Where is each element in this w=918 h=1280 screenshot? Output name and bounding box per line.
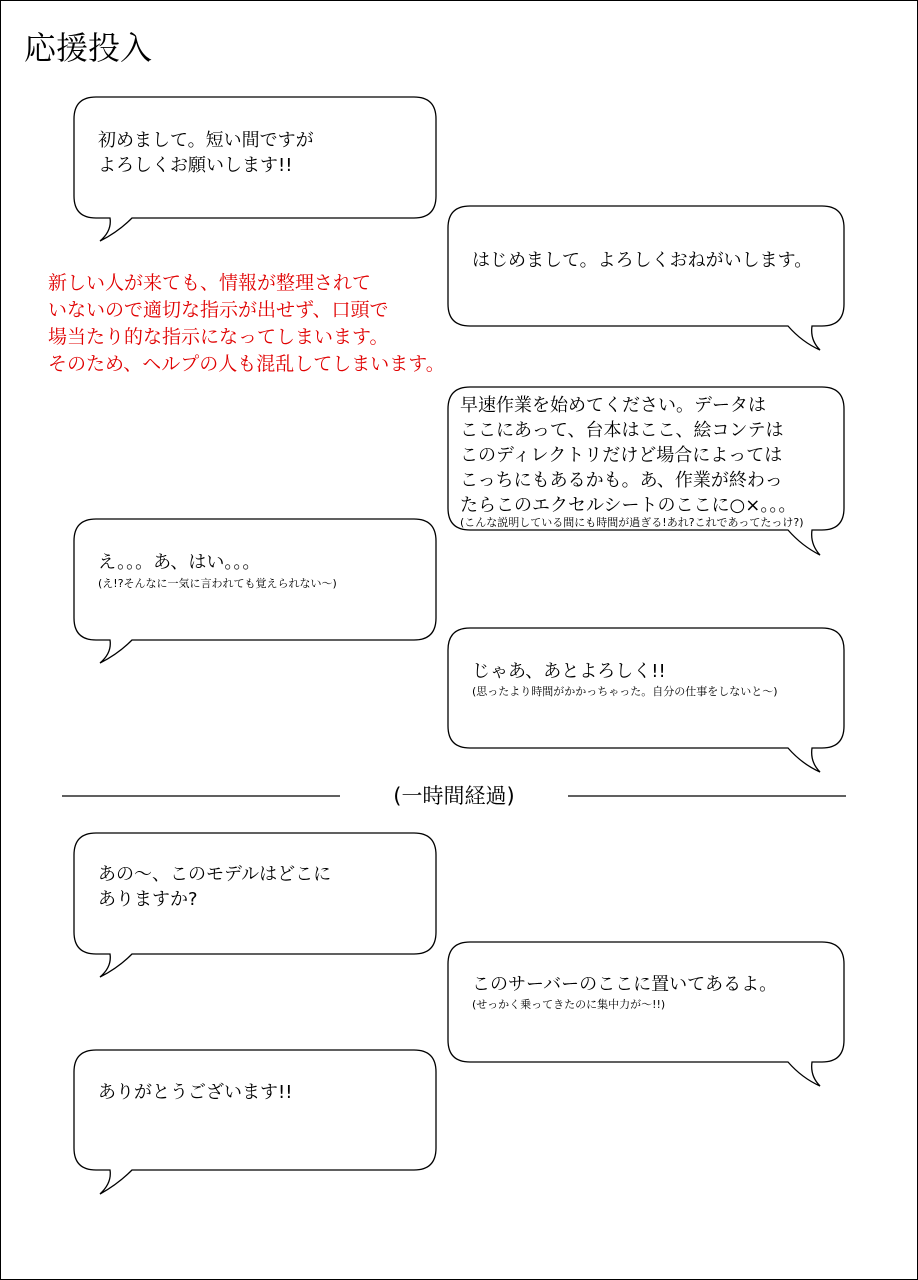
note-line: そのため、ヘルプの人も混乱してしまいます。	[48, 353, 445, 375]
bubble-aside-7: (せっかく乗ってきたのに集中力が～!!)	[472, 998, 666, 1011]
bubble-text-6	[98, 862, 331, 912]
dialogue-line: あの～、このモデルはどこに	[98, 864, 332, 885]
speech-bubble-right-7	[448, 942, 844, 1086]
note-line: 新しい人が来ても、情報が整理されて	[48, 272, 372, 294]
bubble-text-4	[98, 550, 260, 575]
bubble-text-5	[472, 659, 666, 684]
bubble-text-3	[460, 393, 796, 518]
dialogue-line: じゃあ、あとよろしく!!	[472, 661, 666, 682]
note-line: 場当たり的な指示になってしまいます。	[48, 326, 389, 348]
explanation-note	[48, 270, 445, 378]
bubble-text-7	[472, 972, 777, 997]
bubble-aside-3: (こんな説明している間にも時間が過ぎる!あれ?これであってたっけ?)	[460, 516, 804, 529]
dialogue-line: こっちにもあるかも。あ、作業が終わっ	[460, 470, 783, 491]
bubble-aside-5: (思ったより時間がかかっちゃった。自分の仕事をしないと～)	[472, 685, 778, 698]
speech-bubble-left-8	[74, 1050, 436, 1194]
dialogue-line: ありますか?	[98, 889, 198, 910]
dialogue-line: たらこのエクセルシートのここに○×。。。	[460, 495, 797, 516]
time-elapsed-label: (一時間経過)	[393, 784, 515, 808]
page-title: 応援投入	[24, 29, 153, 67]
dialogue-line: 早速作業を始めてください。データは	[460, 395, 766, 416]
dialogue-line: よろしくお願いします!!	[98, 155, 293, 176]
dialogue-line: ありがとうございます!!	[98, 1082, 293, 1103]
bubble-text-1	[98, 128, 314, 178]
speech-bubble-right-2	[448, 206, 844, 350]
bubble-text-2	[472, 248, 812, 273]
dialogue-line: このサーバーのここに置いてあるよ。	[472, 974, 778, 995]
dialogue-line: このディレクトリだけど場合によっては	[460, 445, 783, 466]
dialogue-line: はじめまして。よろしくおねがいします。	[472, 250, 813, 271]
dialogue-line: ここにあって、台本はここ、絵コンテは	[460, 420, 784, 441]
note-line: いないので適切な指示が出せず、口頭で	[48, 299, 389, 321]
dialogue-line: 初めまして。短い間ですが	[98, 130, 314, 151]
speech-bubble-left-4	[74, 519, 436, 663]
bubble-aside-4: (え!?そんなに一気に言われても覚えられない～)	[98, 577, 337, 590]
dialogue-line: え。。。あ、はい。。。	[98, 552, 261, 573]
bubble-text-8	[98, 1080, 292, 1105]
speech-bubble-right-5	[448, 628, 844, 772]
